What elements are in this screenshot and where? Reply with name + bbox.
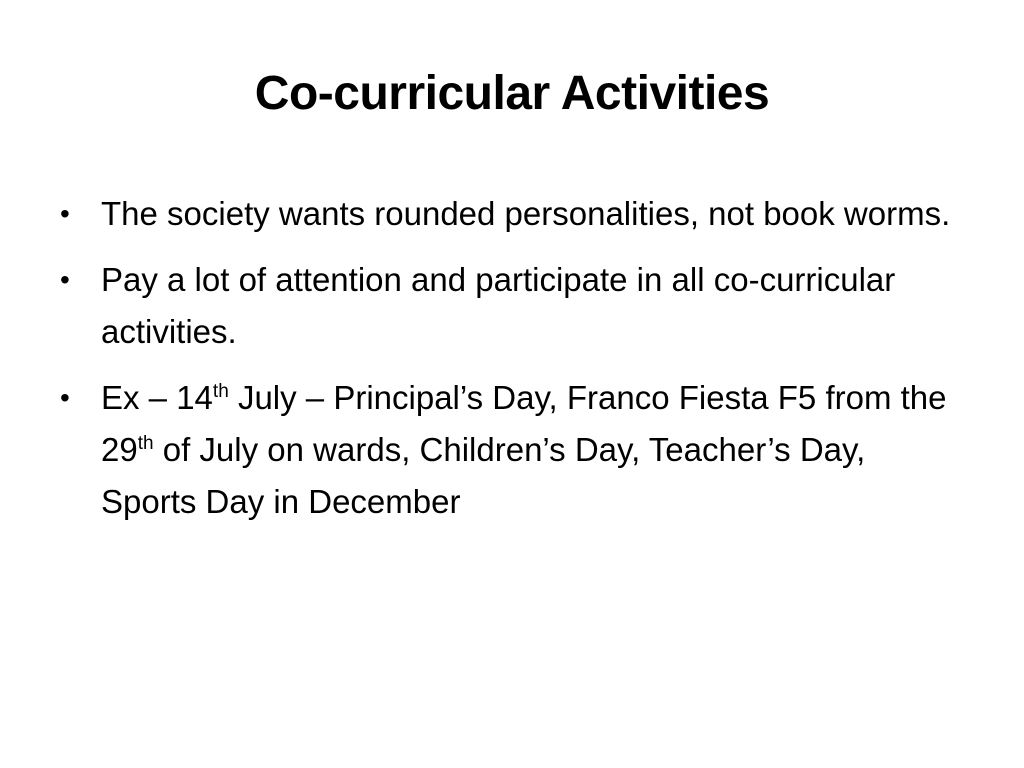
ordinal-suffix: th xyxy=(137,433,154,454)
bullet-text-3-part-c: of July on wards, Children’s Day, Teacher’s Day, Sports Day in December xyxy=(101,431,866,520)
bullet-list xyxy=(58,188,958,542)
bullet-item-1 xyxy=(58,188,958,240)
bullet-dot-icon: • xyxy=(60,198,70,229)
bullet-item-3 xyxy=(58,372,958,528)
bullet-text-1: The society wants rounded personalities, not book worms. xyxy=(101,195,951,232)
bullet-text-3-part-a: Ex – 14 xyxy=(101,379,213,416)
bullet-dot-icon: • xyxy=(60,264,70,295)
bullet-text-3-part-b: July – Principal’s Day, Franco Fiesta F5 from the 29 xyxy=(101,379,947,468)
bullet-dot-icon: • xyxy=(60,382,70,413)
slide-title: Co-curricular Activities xyxy=(254,67,770,120)
bullet-item-2 xyxy=(58,254,958,358)
bullet-text-3 xyxy=(101,379,946,520)
ordinal-suffix: th xyxy=(212,381,229,402)
bullet-text-2: Pay a lot of attention and participate in all co-curricular activities. xyxy=(101,261,896,350)
